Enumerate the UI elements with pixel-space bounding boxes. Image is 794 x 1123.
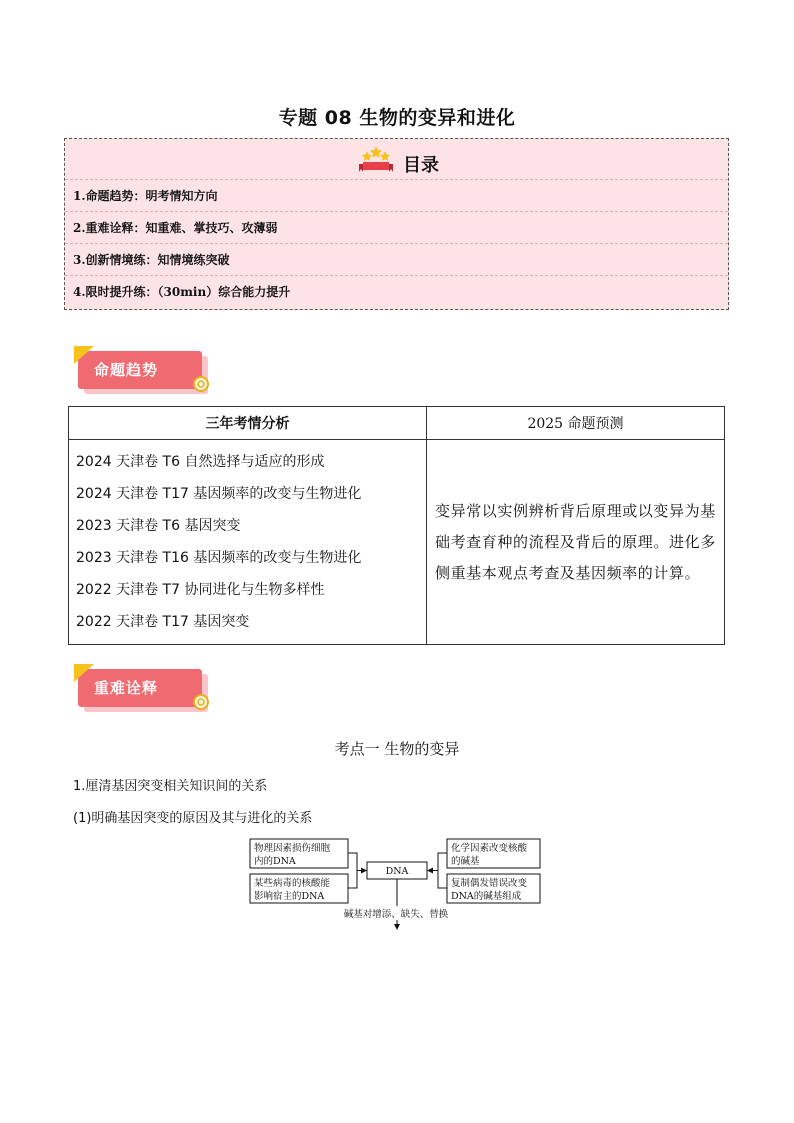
paragraph: 1.厘清基因突变相关知识间的关系 xyxy=(73,779,268,794)
banner-label: 命题趋势 xyxy=(94,361,159,379)
exam-analysis-table xyxy=(68,406,725,645)
list-item: 2024 天津卷 T17 基因频率的改变与生物进化 xyxy=(76,486,362,502)
diagram-text: DNA xyxy=(385,866,409,877)
diagram-text: DNA的碱基组成 xyxy=(451,891,522,902)
list-item: 2024 天津卷 T6 自然选择与适应的形成 xyxy=(76,454,325,470)
paragraph: (1)明确基因突变的原因及其与进化的关系 xyxy=(73,811,313,826)
toc-header xyxy=(65,139,728,180)
table-of-contents xyxy=(64,138,729,310)
diagram-text: 复制偶发错误改变 xyxy=(451,878,528,889)
table-header-prediction: 2025 命题预测 xyxy=(427,407,725,440)
list-item: 2022 天津卷 T7 协同进化与生物多样性 xyxy=(76,582,325,598)
toc-item: 3.创新情境练：知情境练突破 xyxy=(65,244,728,276)
toc-heading: 目录 xyxy=(403,155,439,176)
section-title: 考点一 生物的变异 xyxy=(334,740,460,758)
toc-item: 4.限时提升练：（30min）综合能力提升 xyxy=(73,285,291,299)
toc-item: 2.重难诠释：知重难、掌技巧、攻薄弱 xyxy=(65,212,728,244)
table-header-analysis: 三年考情分析 xyxy=(69,407,427,440)
diagram-text: 内的DNA xyxy=(254,856,296,867)
section-banner-key-points xyxy=(72,664,214,716)
table-row xyxy=(69,440,725,645)
section-banner-trend xyxy=(72,346,214,398)
page-title: 专题 08 生物的变异和进化 xyxy=(278,107,516,129)
diagram-text: 的碱基 xyxy=(451,856,480,867)
diagram-text: 化学因素改变核酸 xyxy=(451,843,528,854)
diagram-text: 影响宿主的DNA xyxy=(254,891,325,902)
prediction-cell: 变异常以实例辨析背后原理或以变异为基础考查育种的流程及背后的原理。进化多侧重基本观点考查及基因频率的计算。 xyxy=(427,440,725,645)
toc-item: 1.命题趋势：明考情知方向 xyxy=(65,180,728,212)
list-item: 2023 天津卷 T6 基因突变 xyxy=(76,518,241,534)
list-item: 2023 天津卷 T16 基因频率的改变与生物进化 xyxy=(76,550,362,566)
ribbon-stars-icon xyxy=(359,145,393,173)
diagram-connector xyxy=(438,853,447,888)
banner-label: 重难诠释 xyxy=(94,679,159,697)
mutation-cause-diagram xyxy=(248,836,548,932)
diagram-text: 碱基对增添、缺失、替换 xyxy=(343,909,449,920)
diagram-text: 某些病毒的核酸能 xyxy=(254,878,331,889)
exam-history-cell xyxy=(69,440,427,645)
table-header-row xyxy=(69,407,725,440)
diagram-text: 物理因素损伤细胞 xyxy=(254,843,331,854)
list-item: 2022 天津卷 T17 基因突变 xyxy=(76,614,250,630)
diagram-connector xyxy=(348,853,357,888)
